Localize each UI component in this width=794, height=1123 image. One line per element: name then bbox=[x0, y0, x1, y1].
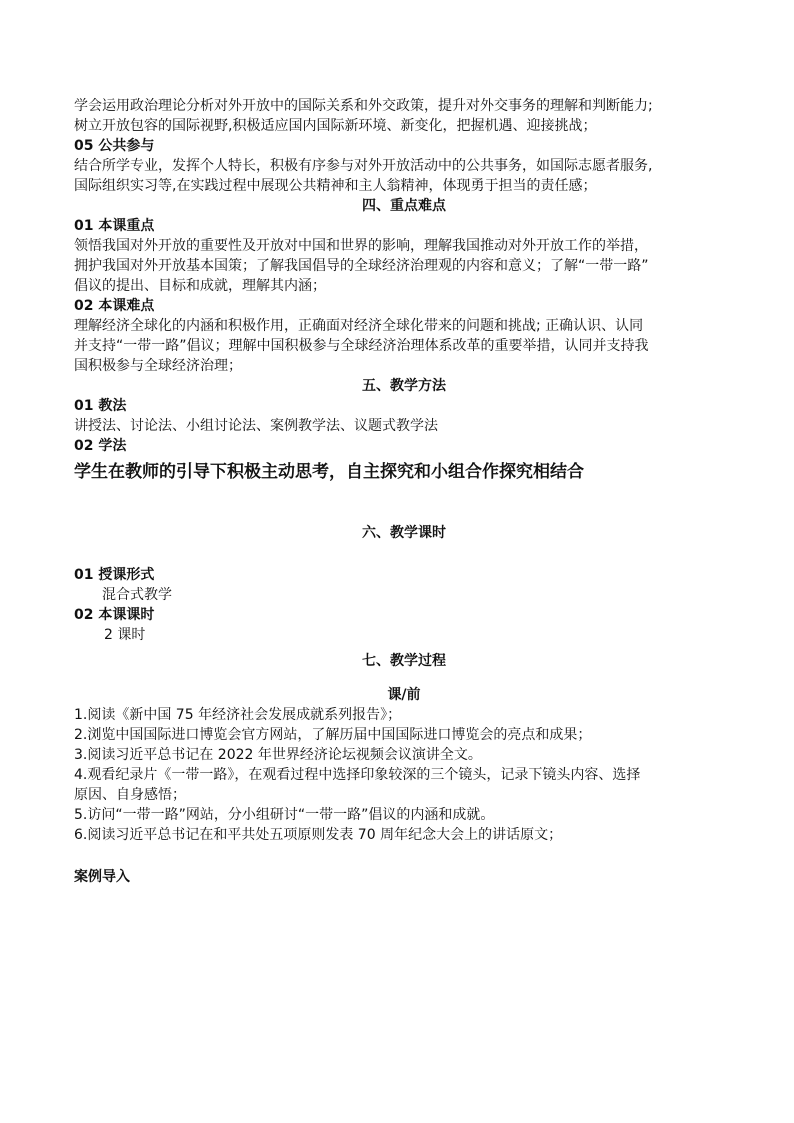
subheading-public-participation: 05 公共参与 bbox=[74, 138, 155, 154]
learning-method-text: 学生在教师的引导下积极主动思考，自主探究和小组合作探究相结合 bbox=[74, 462, 584, 482]
list-item: 1.阅读《新中国 75 年经济社会发展成就系列报告》； bbox=[74, 707, 402, 723]
paragraph-line: 国际组织实习等,在实践过程中展现公共精神和主人翁精神，体现勇于担当的责任感； bbox=[74, 178, 597, 194]
paragraph-line: 讲授法、讨论法、小组讨论法、案例教学法、议题式教学法 bbox=[74, 418, 438, 434]
subheading-format: 01 授课形式 bbox=[74, 567, 155, 583]
objective-line: 学会运用政治理论分析对外开放中的国际关系和外交政策，提升对外交事务的理解和判断能力; bbox=[74, 98, 653, 114]
hours-value: 2 课时 bbox=[104, 627, 146, 643]
list-item: 3.阅读习近平总书记在 2022 年世界经济论坛视频会议演讲全文。 bbox=[74, 747, 482, 763]
paragraph-line: 理解经济全球化的内涵和积极作用，正确面对经济全球化带来的问题和挑战; 正确认识、认同 bbox=[74, 318, 644, 334]
document-page bbox=[74, 96, 734, 887]
list-item: 4.观看纪录片《一带一路》，在观看过程中选择印象较深的三个镜头，记录下镜头内容、选择 bbox=[74, 767, 641, 783]
section-heading-methods: 五、教学方法 bbox=[362, 378, 446, 394]
pre-class-heading: 课/前 bbox=[387, 687, 421, 703]
subheading-learning-method: 02 学法 bbox=[74, 438, 127, 454]
subheading-difficult-points: 02 本课难点 bbox=[74, 298, 155, 314]
list-item: 原因、自身感悟； bbox=[74, 787, 186, 803]
paragraph-line: 并支持“一带一路”倡议；理解中国积极参与全球经济治理体系改革的重要举措，认同并支持我 bbox=[74, 338, 649, 354]
paragraph-line: 结合所学专业，发挥个人特长，积极有序参与对外开放活动中的公共事务，如国际志愿者服务, bbox=[74, 158, 653, 174]
list-item: 6.阅读习近平总书记在和平共处五项原则发表 70 周年纪念大会上的讲话原文； bbox=[74, 827, 563, 843]
list-item: 2.浏览中国国际进口博览会官方网站，了解历届中国国际进口博览会的亮点和成果； bbox=[74, 727, 592, 743]
section-heading-key-difficult: 四、重点难点 bbox=[362, 198, 446, 214]
section-heading-hours: 六、教学课时 bbox=[362, 525, 446, 541]
paragraph-line: 国积极参与全球经济治理； bbox=[74, 358, 242, 374]
objective-line: 树立开放包容的国际视野,积极适应国内国际新环境、新变化，把握机遇、迎接挑战； bbox=[74, 118, 597, 134]
subheading-key-points: 01 本课重点 bbox=[74, 218, 155, 234]
section-heading-process: 七、教学过程 bbox=[362, 653, 446, 669]
subheading-teaching-method: 01 教法 bbox=[74, 398, 127, 414]
paragraph-line: 领悟我国对外开放的重要性及开放对中国和世界的影响，理解我国推动对外开放工作的举措， bbox=[74, 238, 648, 254]
subheading-case-intro: 案例导入 bbox=[74, 869, 130, 885]
paragraph-line: 倡议的提出、目标和成就，理解其内涵； bbox=[74, 278, 326, 294]
list-item: 5.访问“一带一路”网站，分小组研讨“一带一路”倡议的内涵和成就。 bbox=[74, 807, 495, 823]
format-value: 混合式教学 bbox=[102, 587, 172, 603]
subheading-hours: 02 本课课时 bbox=[74, 607, 155, 623]
paragraph-line: 拥护我国对外开放基本国策；了解我国倡导的全球经济治理观的内容和意义；了解“一带一路” bbox=[74, 258, 649, 274]
